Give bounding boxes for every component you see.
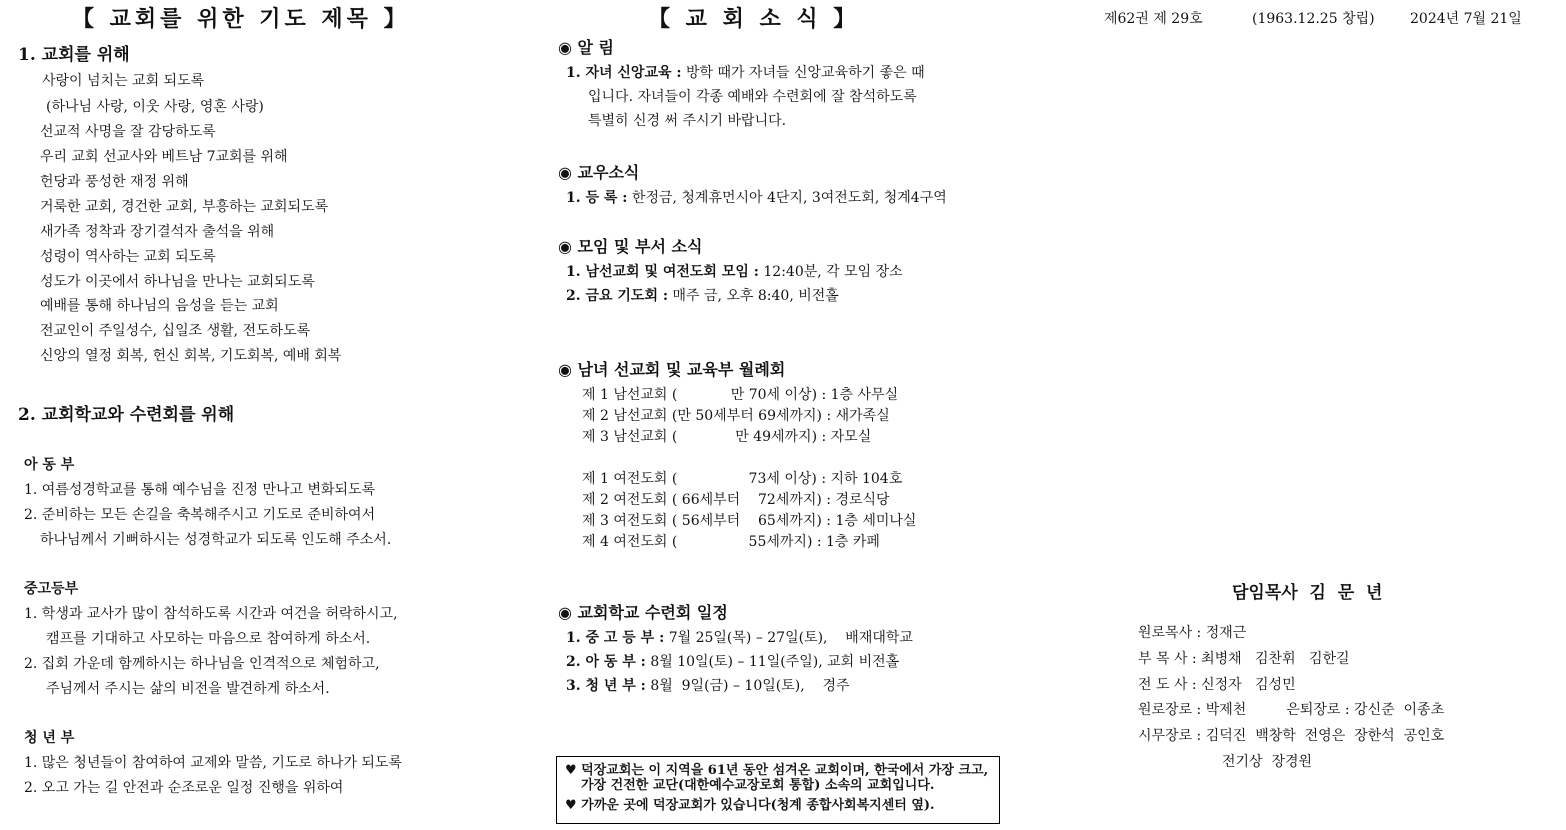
row-place: : 자모실 xyxy=(821,429,872,445)
row-place: : 1층 세미나실 xyxy=(826,513,917,529)
table-row xyxy=(582,405,890,425)
row-place: : 1층 사무실 xyxy=(821,387,899,403)
staff-names: 전기상 장경원 xyxy=(1222,754,1313,770)
section-church-heading: 1. 교회를 위해 xyxy=(18,45,130,65)
list-item: 2. 준비하는 모든 손길을 축복해주시고 기도로 준비하여서 xyxy=(24,507,376,523)
retreat-text: 8월 9일(금) – 10일(토), 경주 xyxy=(650,678,850,694)
meetings-item-text: 12:40분, 각 모임 장소 xyxy=(763,264,903,280)
section-school-heading: 2. 교회학교와 수련회를 위해 xyxy=(18,405,235,425)
members-item xyxy=(566,187,947,207)
row-name: 제 4 여전도회 xyxy=(582,534,668,550)
info-line: ♥ 가까운 곳에 덕장교회가 있습니다(청계 종합사회복지센터 옆). xyxy=(565,798,935,813)
staff-names: 김덕진 백창학 전영은 장한석 공인호 xyxy=(1205,728,1445,744)
youth-dept-heading: 중고등부 xyxy=(24,581,79,597)
list-item: 2. 오고 가는 길 안전과 순조로운 일정 진행을 위하여 xyxy=(24,780,344,796)
founded-date: (1963.12.25 창립) xyxy=(1252,11,1375,27)
retreat-text: 8월 10일(토) – 11일(주일), 교회 비전홀 xyxy=(650,654,900,670)
meetings-item xyxy=(566,285,839,305)
row-name: 제 2 남선교회 xyxy=(582,408,668,424)
table-row xyxy=(582,468,902,488)
row-name: 제 2 여전도회 xyxy=(582,492,668,508)
table-row xyxy=(566,675,850,695)
notice-item xyxy=(566,62,925,82)
staff-row xyxy=(1138,725,1444,745)
row-age: ( 만 49세까지) xyxy=(671,429,818,445)
members-heading: ◉ 교우소식 xyxy=(558,163,640,182)
staff-label: 원로목사 : xyxy=(1138,625,1202,641)
list-item: 하나님께서 기뻐하시는 성경학교가 되도록 인도해 주소서. xyxy=(40,532,392,548)
table-row xyxy=(566,651,899,671)
list-item: 캠프를 기대하고 사모하는 마음으로 참여하게 하소서. xyxy=(46,631,371,647)
row-name: 제 3 남선교회 xyxy=(582,429,668,445)
staff-row xyxy=(1138,622,1246,642)
notice-item-text: 방학 때가 자녀들 신앙교육하기 좋은 때 xyxy=(686,65,925,81)
info-line: ♥ 덕장교회는 이 지역을 61년 동안 섬겨온 교회이며, 한국에서 가장 크고, xyxy=(565,763,989,778)
staff-label: 전 도 사 : xyxy=(1138,677,1197,693)
staff-row xyxy=(1138,648,1350,668)
row-name: 제 3 여전도회 xyxy=(582,513,668,529)
row-place: : 경로식당 xyxy=(826,492,890,508)
notice-item-label: 1. 자녀 신앙교육 : xyxy=(566,65,682,81)
young-adult-dept-heading: 청 년 부 xyxy=(24,730,75,746)
staff-label: 원로장로 : xyxy=(1138,702,1202,718)
staff-names: 신정자 김성민 xyxy=(1201,677,1296,693)
retreat-label: 2. 아 동 부 : xyxy=(566,654,646,670)
staff-names: 최병채 김찬휘 김한길 xyxy=(1201,651,1350,667)
staff-row xyxy=(1138,699,1444,719)
row-age: ( 55세까지) xyxy=(671,534,813,550)
row-place: : 새가족실 xyxy=(826,408,890,424)
list-item: (하나님 사랑, 이웃 사랑, 영혼 사랑) xyxy=(46,99,264,115)
retreat-label: 3. 청 년 부 : xyxy=(566,678,646,694)
row-age: ( 73세 이상) xyxy=(671,471,817,487)
list-item: 새가족 정착과 장기결석자 출석을 위해 xyxy=(40,224,275,240)
list-item: 거룩한 교회, 경건한 교회, 부흥하는 교회되도록 xyxy=(40,199,329,215)
issue-date: 2024년 7월 21일 xyxy=(1410,11,1522,27)
staff-label: 부 목 사 : xyxy=(1138,651,1197,667)
meetings-item xyxy=(566,261,903,281)
church-info-box xyxy=(556,756,1000,824)
staff-row xyxy=(1138,674,1296,694)
staff-names: 박제천 은퇴장로 : 강신준 이종초 xyxy=(1205,702,1445,718)
staff-row xyxy=(1222,751,1312,771)
row-age: ( 66세부터 72세까지) xyxy=(671,492,822,508)
list-item: 성도가 이곳에서 하나님을 만나는 교회되도록 xyxy=(40,274,315,290)
row-age: (만 50세부터 69세까지) xyxy=(671,408,823,424)
news-title: 【 교 회 소 식 】 xyxy=(648,6,860,32)
list-item: 2. 집회 가운데 함께하시는 하나님을 인격적으로 체험하고, xyxy=(24,656,380,672)
retreat-heading: ◉ 교회학교 수련회 일정 xyxy=(558,603,728,622)
list-item: 1. 학생과 교사가 많이 참석하도록 시간과 여건을 허락하시고, xyxy=(24,606,398,622)
row-age: ( 만 70세 이상) xyxy=(671,387,818,403)
info-line: 가장 건전한 교단(대한예수교장로회 통합) 소속의 교회입니다. xyxy=(581,778,935,793)
members-item-text: 한정금, 청계휴먼시아 4단지, 3여전도회, 청계4구역 xyxy=(631,190,947,206)
row-place: : 1층 카페 xyxy=(816,534,880,550)
members-item-label: 1. 등 록 : xyxy=(566,190,628,206)
list-item: 선교적 사명을 잘 감당하도록 xyxy=(40,124,216,140)
senior-pastor: 담임목사 김 문 년 xyxy=(1232,583,1383,603)
meetings-item-text: 매주 금, 오후 8:40, 비전홀 xyxy=(672,288,839,304)
list-item: 1. 많은 청년들이 참여하여 교제와 말씀, 기도로 하나가 되도록 xyxy=(24,755,402,771)
meetings-item-label: 2. 금요 기도회 : xyxy=(566,288,669,304)
list-item: 성령이 역사하는 교회 되도록 xyxy=(40,249,216,265)
children-dept-heading: 아 동 부 xyxy=(24,457,75,473)
list-item: 사랑이 넘치는 교회 되도록 xyxy=(42,73,205,89)
row-name: 제 1 남선교회 xyxy=(582,387,668,403)
list-item: 우리 교회 선교사와 베트남 7교회를 위해 xyxy=(40,149,288,165)
meetings-item-label: 1. 남선교회 및 여전도회 모임 : xyxy=(566,264,759,280)
notice-item-cont: 입니다. 자녀들이 각종 예배와 수련회에 잘 참석하도록 xyxy=(588,89,917,105)
list-item: 예배를 통해 하나님의 음성을 듣는 교회 xyxy=(40,298,279,314)
list-item: 신앙의 열정 회복, 헌신 회복, 기도회복, 예배 회복 xyxy=(40,348,342,364)
prayer-title: 【 교회를 위한 기도 제목 】 xyxy=(72,6,410,32)
row-name: 제 1 여전도회 xyxy=(582,471,668,487)
list-item: 주님께서 주시는 삶의 비전을 발견하게 하소서. xyxy=(46,681,330,697)
staff-label: 시무장로 : xyxy=(1138,728,1202,744)
list-item: 1. 여름성경학교를 통해 예수님을 진정 만나고 변화되도록 xyxy=(24,482,376,498)
retreat-text: 7월 25일(목) – 27일(토), 배재대학교 xyxy=(668,630,913,646)
notice-heading: ◉ 알 림 xyxy=(558,38,615,57)
row-place: : 지하 104호 xyxy=(821,471,903,487)
table-row xyxy=(566,627,913,647)
table-row xyxy=(582,531,880,551)
staff-names: 정재근 xyxy=(1205,625,1247,641)
volume-number: 제62권 제 29호 xyxy=(1104,11,1203,27)
meetings-heading: ◉ 모임 및 부서 소식 xyxy=(558,237,703,256)
list-item: 전교인이 주일성수, 십일조 생활, 전도하도록 xyxy=(40,323,311,339)
table-row xyxy=(582,510,916,530)
table-row xyxy=(582,384,898,404)
table-row xyxy=(582,426,871,446)
monthly-heading: ◉ 남녀 선교회 및 교육부 월례회 xyxy=(558,360,786,379)
notice-item-cont: 특별히 신경 써 주시기 바랍니다. xyxy=(588,113,787,129)
list-item: 헌당과 풍성한 재정 위해 xyxy=(40,174,189,190)
row-age: ( 56세부터 65세까지) xyxy=(671,513,822,529)
table-row xyxy=(582,489,890,509)
retreat-label: 1. 중 고 등 부 : xyxy=(566,630,665,646)
